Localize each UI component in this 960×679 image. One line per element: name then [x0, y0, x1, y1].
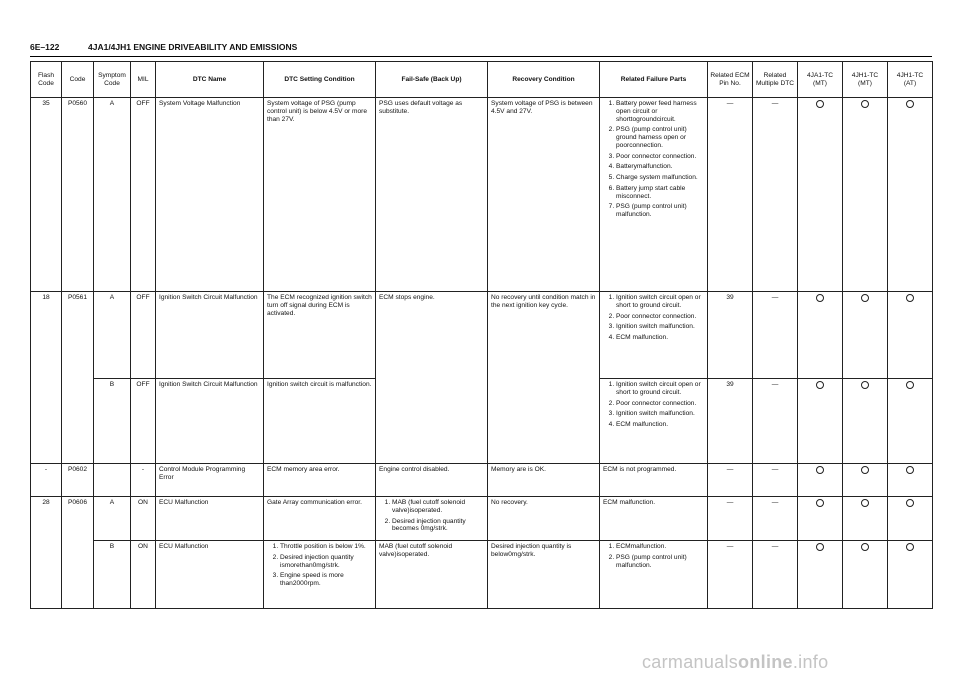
symptom-code-cell: A — [94, 292, 131, 379]
watermark-part: online — [738, 652, 793, 672]
dtc-name-cell: System Voltage Malfunction — [156, 98, 264, 292]
applicable-circle-icon — [816, 294, 824, 302]
recovery-condition-cell: No recovery until condition match in the next ignition key cycle. — [488, 292, 600, 464]
col-recovery-condition: Recovery Condition — [488, 62, 600, 98]
page-number: 6E–122 — [30, 42, 60, 52]
applicable-circle-icon — [906, 381, 914, 389]
applicability-4ja1-mt — [798, 98, 843, 292]
col-4jh1-tc-mt: 4JH1-TC (MT) — [843, 62, 888, 98]
mil-cell: ON — [131, 497, 156, 541]
applicable-circle-icon — [816, 381, 824, 389]
col-related-ecm-pin: Related ECM Pin No. — [708, 62, 753, 98]
flash-code-cell: 28 — [31, 497, 62, 609]
col-related-multiple-dtc: Related Multiple DTC — [753, 62, 798, 98]
page-header — [30, 42, 932, 56]
list-item: 4. ECM malfunction. — [616, 334, 704, 342]
symptom-code-cell — [94, 464, 131, 497]
list-item: 7. PSG (pump control unit) malfunction. — [616, 203, 704, 219]
failure-parts-cell: ECM malfunction. — [600, 497, 708, 541]
table-row — [31, 464, 933, 497]
dtc-name-cell: Ignition Switch Circuit Malfunction — [156, 292, 264, 379]
applicability-4jh1-mt — [843, 497, 888, 541]
applicable-circle-icon — [906, 543, 914, 551]
applicability-4jh1-mt — [843, 98, 888, 292]
fail-safe-cell: PSG uses default voltage as substitute. — [376, 98, 488, 292]
watermark-part: carmanuals — [642, 652, 739, 672]
setting-condition-cell: ECM memory area error. — [264, 464, 376, 497]
applicable-circle-icon — [816, 100, 824, 108]
symptom-code-cell: A — [94, 497, 131, 541]
applicable-circle-icon — [906, 294, 914, 302]
dtc-name-cell: Ignition Switch Circuit Malfunction — [156, 379, 264, 464]
dtc-name-cell: ECU Malfunction — [156, 497, 264, 541]
dtc-table — [30, 61, 933, 609]
col-dtc-name: DTC Name — [156, 62, 264, 98]
list-item: 1. Ignition switch circuit open or short to ground circuit. — [616, 294, 704, 310]
table-row — [31, 292, 933, 379]
recovery-condition-cell: No recovery. — [488, 497, 600, 541]
header-rule — [30, 56, 932, 57]
applicable-circle-icon — [906, 499, 914, 507]
col-setting-condition: DTC Setting Condition — [264, 62, 376, 98]
dtc-name-cell: Control Module Programming Error — [156, 464, 264, 497]
col-mil: MIL — [131, 62, 156, 98]
list-item: 2. PSG (pump control unit) ground harness open or poorconnection. — [616, 126, 704, 149]
code-cell: P0602 — [62, 464, 94, 497]
ecm-pin-cell: 39 — [708, 379, 753, 464]
setting-condition-cell: The ECM recognized ignition switch turn off signal during ECM is activated. — [264, 292, 376, 379]
list-item: 2. Poor connector connection. — [616, 400, 704, 408]
col-4ja1-tc-mt: 4JA1-TC (MT) — [798, 62, 843, 98]
applicable-circle-icon — [861, 466, 869, 474]
applicable-circle-icon — [861, 294, 869, 302]
list-item: 1. Throttle position is below 1%. — [280, 543, 372, 551]
list-item: 1. ECMmalfunction. — [616, 543, 704, 551]
symptom-code-cell: A — [94, 98, 131, 292]
ecm-pin-cell: — — [708, 541, 753, 609]
applicability-4ja1-mt — [798, 292, 843, 379]
applicable-circle-icon — [861, 499, 869, 507]
setting-condition-cell: Gate Array communication error. — [264, 497, 376, 541]
list-item: 1. Ignition switch circuit open or short to ground circuit. — [616, 381, 704, 397]
list-item: 2. Desired injection quantity becomes 0mg/strk. — [392, 518, 484, 534]
multiple-dtc-cell: — — [753, 379, 798, 464]
col-symptom-code: Symptom Code — [94, 62, 131, 98]
list-item: 5. Charge system malfunction. — [616, 174, 704, 182]
setting-condition-cell: Ignition switch circuit is malfunction. — [264, 379, 376, 464]
col-related-failure-parts: Related Failure Parts — [600, 62, 708, 98]
applicability-4jh1-mt — [843, 292, 888, 379]
table-row — [31, 98, 933, 292]
failure-parts-cell — [600, 541, 708, 609]
multiple-dtc-cell: — — [753, 98, 798, 292]
multiple-dtc-cell: — — [753, 497, 798, 541]
failure-parts-cell — [600, 98, 708, 292]
list-item: 3. Poor connector connection. — [616, 153, 704, 161]
recovery-condition-cell: Memory are is OK. — [488, 464, 600, 497]
mil-cell: - — [131, 464, 156, 497]
recovery-condition-cell: System voltage of PSG is between 4.5V and 27V. — [488, 98, 600, 292]
setting-condition-list — [267, 543, 372, 588]
applicable-circle-icon — [906, 466, 914, 474]
setting-condition-cell — [264, 541, 376, 609]
ecm-pin-cell: — — [708, 464, 753, 497]
applicable-circle-icon — [861, 100, 869, 108]
fail-safe-list — [379, 499, 484, 533]
list-item: 4. Batterymalfunction. — [616, 163, 704, 171]
applicability-4jh1-at — [888, 464, 933, 497]
fail-safe-cell: MAB (fuel cutoff solenoid valve)isoperated. — [376, 541, 488, 609]
applicability-4jh1-at — [888, 292, 933, 379]
watermark — [642, 652, 828, 673]
list-item: 4. ECM malfunction. — [616, 421, 704, 429]
failure-parts-list — [603, 294, 704, 342]
col-code: Code — [62, 62, 94, 98]
multiple-dtc-cell: — — [753, 464, 798, 497]
failure-parts-list — [603, 381, 704, 429]
recovery-condition-cell: Desired injection quantity is below0mg/strk. — [488, 541, 600, 609]
applicable-circle-icon — [816, 466, 824, 474]
flash-code-cell: 35 — [31, 98, 62, 292]
code-cell: P0606 — [62, 497, 94, 609]
applicable-circle-icon — [906, 100, 914, 108]
mil-cell: OFF — [131, 98, 156, 292]
list-item: 1. MAB (fuel cutoff solenoid valve)isoperated. — [392, 499, 484, 515]
col-fail-safe: Fail-Safe (Back Up) — [376, 62, 488, 98]
list-item: 3. Ignition switch malfunction. — [616, 323, 704, 331]
code-cell: P0560 — [62, 98, 94, 292]
flash-code-cell: 18 — [31, 292, 62, 464]
ecm-pin-cell: — — [708, 497, 753, 541]
col-4jh1-tc-at: 4JH1-TC (AT) — [888, 62, 933, 98]
failure-parts-list — [603, 100, 704, 219]
applicability-4ja1-mt — [798, 541, 843, 609]
failure-parts-cell — [600, 379, 708, 464]
page-title: 4JA1/4JH1 ENGINE DRIVEABILITY AND EMISSIONS — [88, 42, 298, 52]
applicability-4jh1-mt — [843, 464, 888, 497]
applicability-4jh1-at — [888, 541, 933, 609]
mil-cell: OFF — [131, 292, 156, 379]
mil-cell: OFF — [131, 379, 156, 464]
applicable-circle-icon — [816, 543, 824, 551]
watermark-part: .info — [792, 652, 829, 672]
applicability-4ja1-mt — [798, 379, 843, 464]
applicability-4jh1-at — [888, 98, 933, 292]
multiple-dtc-cell: — — [753, 292, 798, 379]
table-row — [31, 541, 933, 609]
setting-condition-cell: System voltage of PSG (pump control unit) is below 4.5V or more than 27V. — [264, 98, 376, 292]
applicability-4jh1-mt — [843, 379, 888, 464]
col-flash-code: Flash Code — [31, 62, 62, 98]
fail-safe-cell — [376, 497, 488, 541]
symptom-code-cell: B — [94, 379, 131, 464]
failure-parts-cell: ECM is not programmed. — [600, 464, 708, 497]
multiple-dtc-cell: — — [753, 541, 798, 609]
list-item: 6. Battery jump start cable misconnect. — [616, 185, 704, 201]
flash-code-cell: - — [31, 464, 62, 497]
list-item: 3. Ignition switch malfunction. — [616, 410, 704, 418]
applicability-4ja1-mt — [798, 464, 843, 497]
failure-parts-list — [603, 543, 704, 569]
list-item: 2. Desired injection quantity ismorethan0mg/strk. — [280, 554, 372, 570]
applicability-4ja1-mt — [798, 497, 843, 541]
code-cell: P0561 — [62, 292, 94, 464]
applicability-4jh1-at — [888, 497, 933, 541]
applicable-circle-icon — [816, 499, 824, 507]
failure-parts-cell — [600, 292, 708, 379]
list-item: 2. PSG (pump control unit) malfunction. — [616, 554, 704, 570]
list-item: 1. Battery power feed harness open circuit or shorttogroundcircuit. — [616, 100, 704, 123]
mil-cell: ON — [131, 541, 156, 609]
fail-safe-cell: Engine control disabled. — [376, 464, 488, 497]
fail-safe-cell: ECM stops engine. — [376, 292, 488, 464]
list-item: 2. Poor connector connection. — [616, 313, 704, 321]
dtc-name-cell: ECU Malfunction — [156, 541, 264, 609]
ecm-pin-cell: 39 — [708, 292, 753, 379]
symptom-code-cell: B — [94, 541, 131, 609]
applicability-4jh1-mt — [843, 541, 888, 609]
table-header-row — [31, 62, 933, 98]
ecm-pin-cell: — — [708, 98, 753, 292]
applicable-circle-icon — [861, 381, 869, 389]
applicable-circle-icon — [861, 543, 869, 551]
list-item: 3. Engine speed is more than2000rpm. — [280, 572, 372, 588]
applicability-4jh1-at — [888, 379, 933, 464]
table-row — [31, 497, 933, 541]
